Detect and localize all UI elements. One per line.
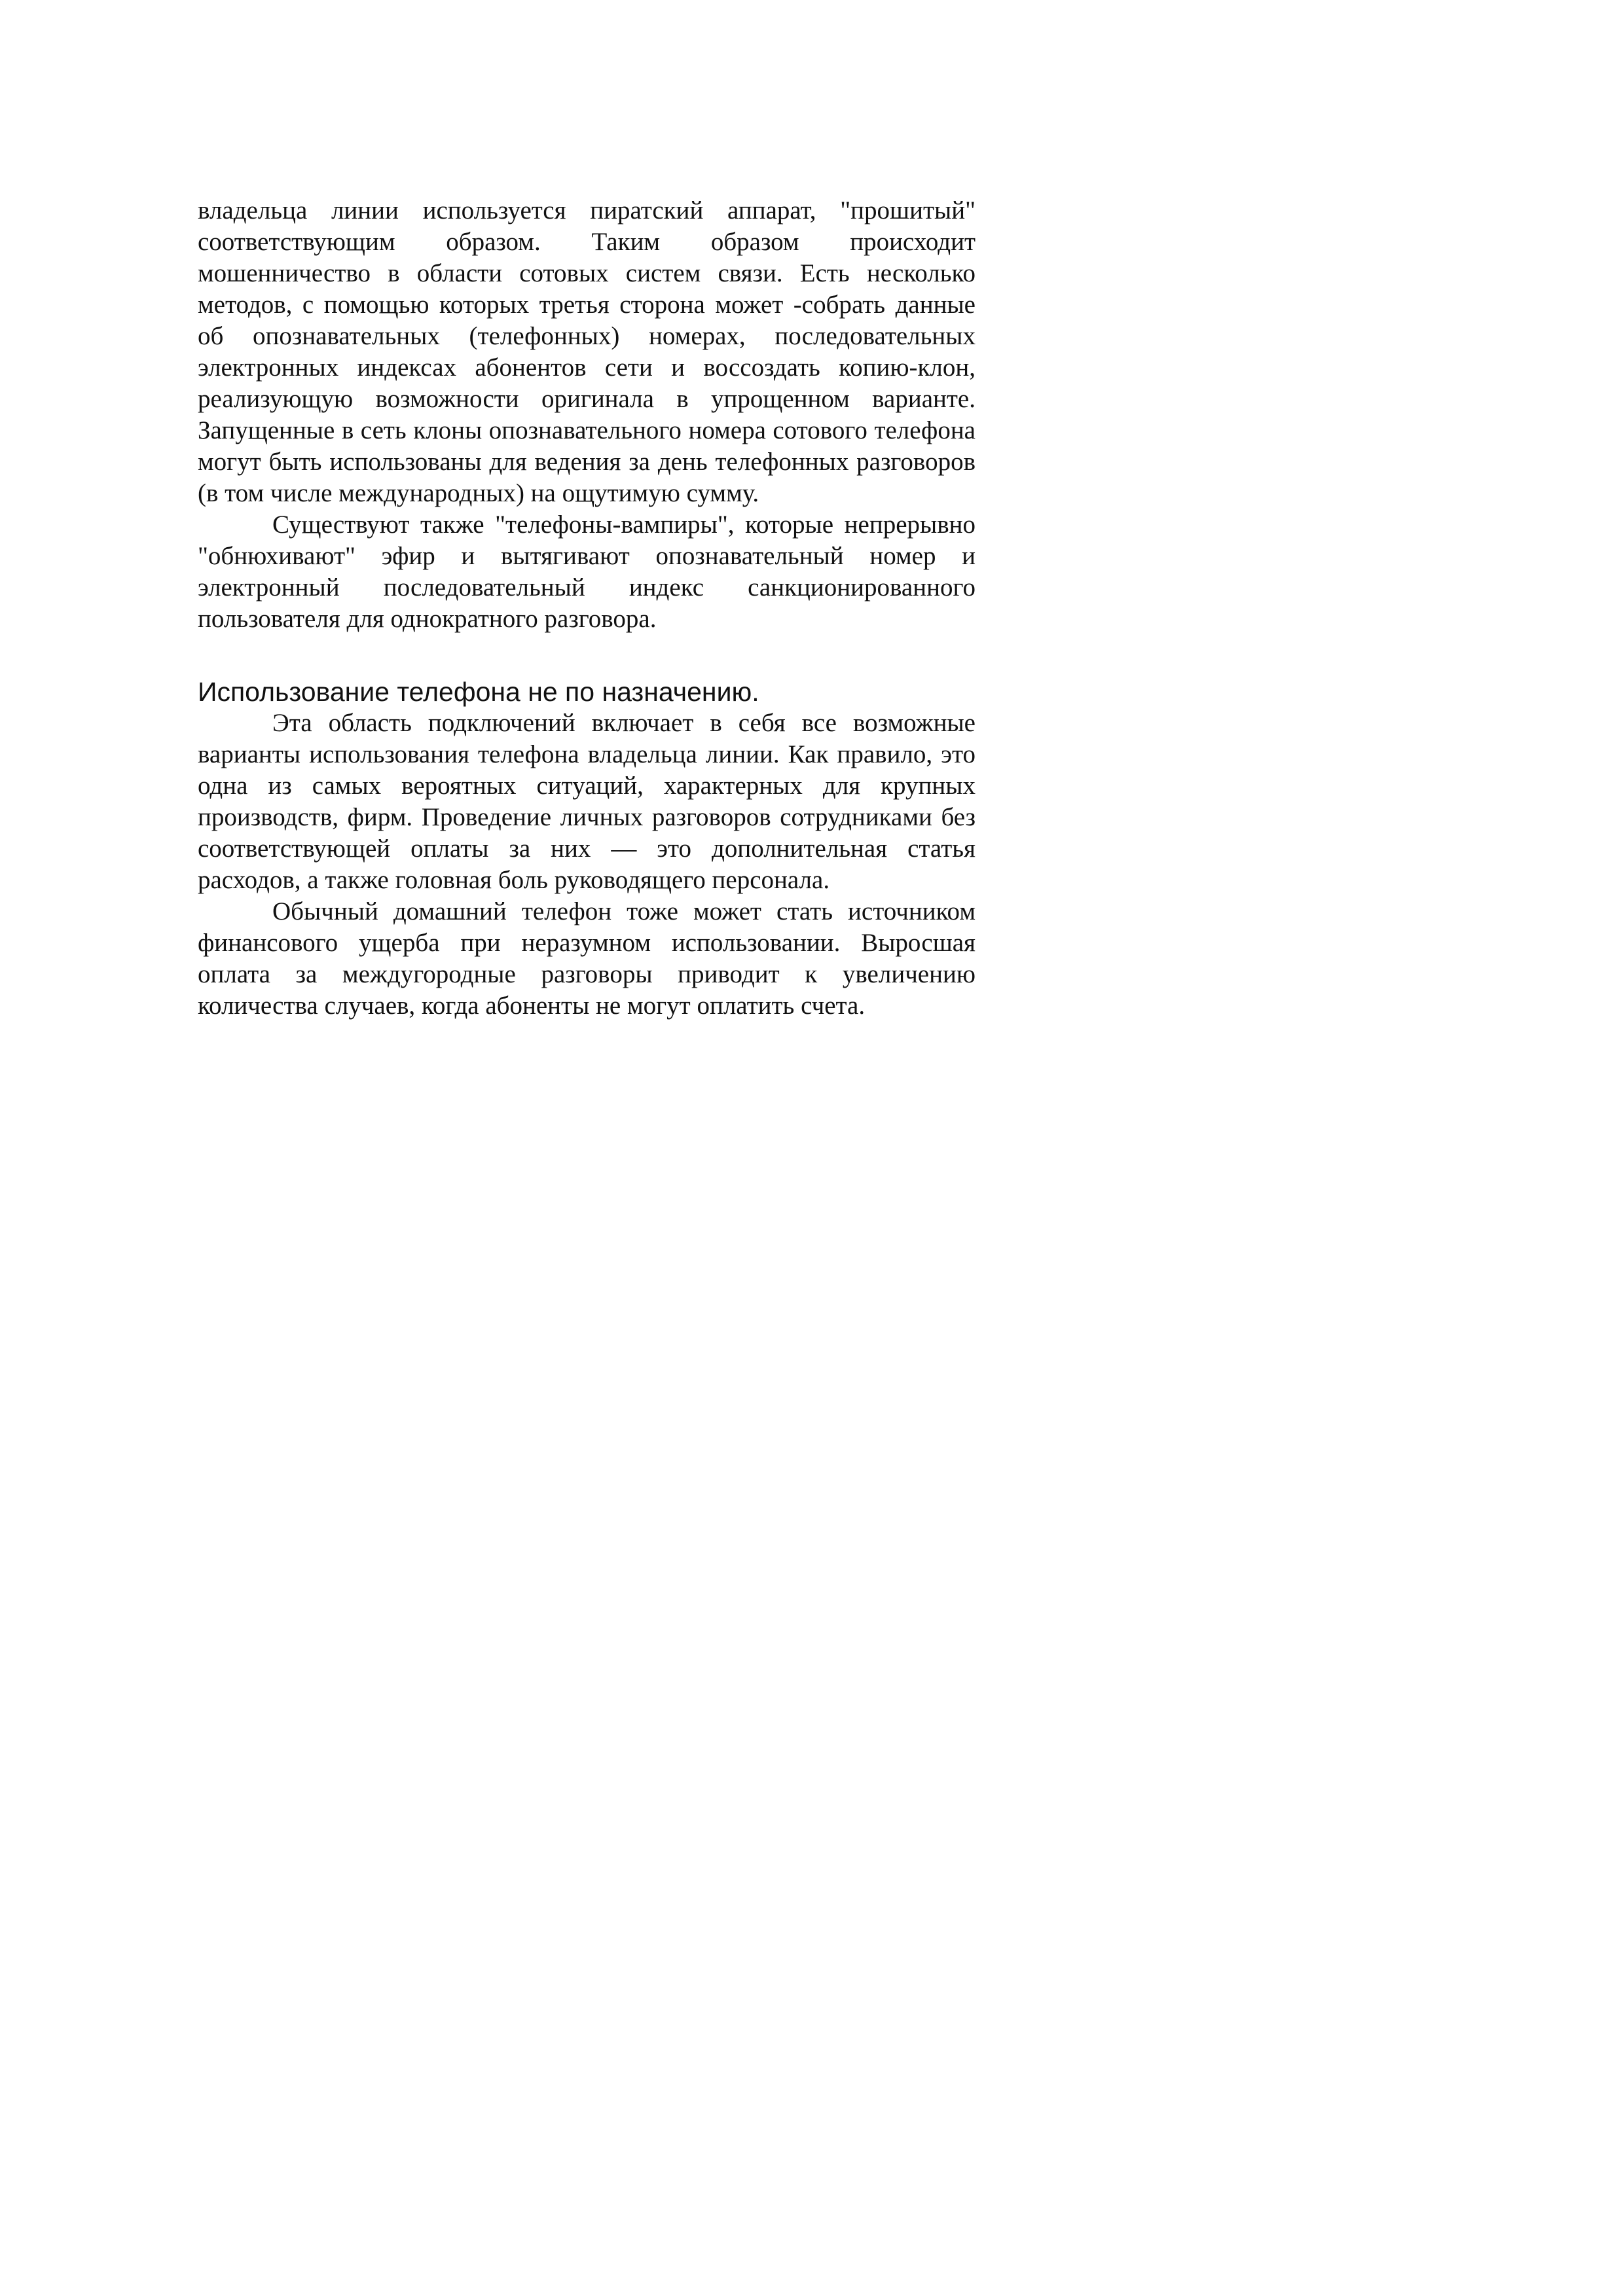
section-heading: Использование телефона не по назначению.: [198, 677, 759, 707]
paragraph-vampire-phones: Существуют также "телефоны-вампиры", которые непрерывно "обнюхивают" эфир и вытягивают опознавательный номер и электронный последовательный индекс санкционированного пользователя для однократного разговора.: [198, 511, 976, 633]
text-column: [198, 195, 976, 1022]
paragraph-clone-fraud: владельца линии используется пиратский аппарат, "прошитый" соответствующим образом. Таким образом происходит мошенничество в области сотовых систем связи. Есть несколько методов, с помощью которых третья сторона может -собрать данные об опознавательных (телефонных) номерах, последовательных электронных индексах абонентов сети и воссоздать копию-клон, реализующую возможности оригинала в упрощенном варианте. Запущенные в сеть клоны опознавательного номера сотового телефона могут быть использованы для ведения за день телефонных разговоров (в том числе международных) на ощутимую сумму.: [198, 196, 976, 507]
paragraph-misuse-enterprises: Эта область подключений включает в себя все возможные варианты использования телефона владельца линии. Как правило, это одна из самых вероятных ситуаций, характерных для крупных производств, фирм. Проведение личных разговоров сотрудниками без соответствующей оплаты за них — это дополнительная статья расходов, а также головная боль руководящего персонала.: [198, 709, 976, 894]
paragraph-home-phone: Обычный домашний телефон тоже может стать источником финансового ущерба при неразумном использовании. Выросшая оплата за междугородные разговоры приводит к увеличению количества случаев, когда абоненты не могут оплатить счета.: [198, 897, 976, 1020]
